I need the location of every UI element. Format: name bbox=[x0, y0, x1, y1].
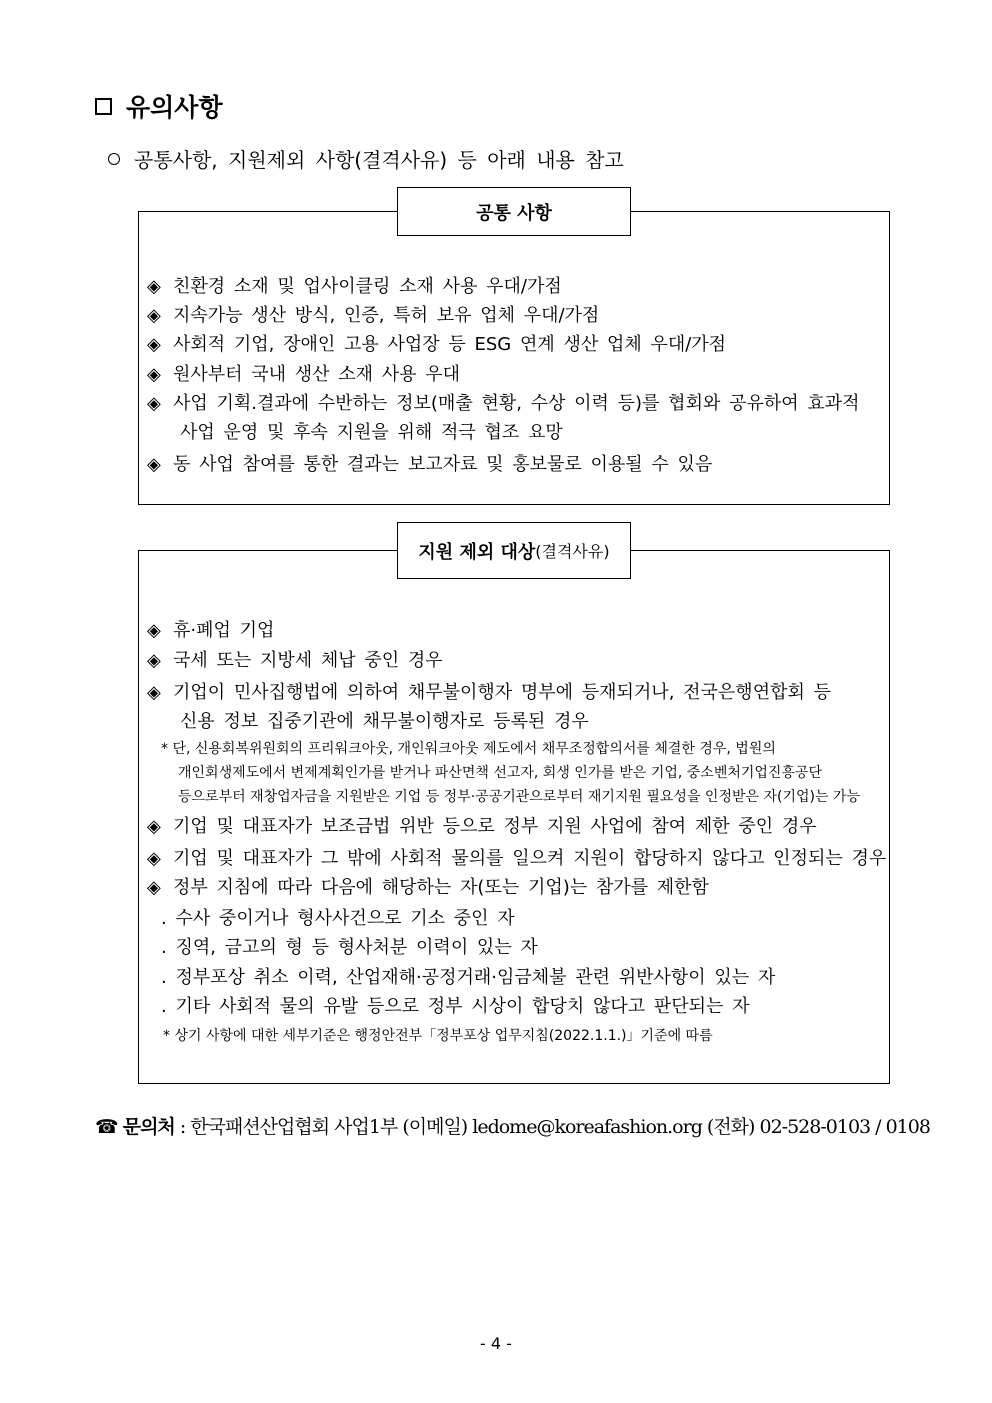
exclusion-sub-item: . 정부포상 취소 이력, 산업재해·공정거래·임금체불 관련 위반사항이 있는 자 bbox=[161, 967, 776, 988]
page-number: - 4 - bbox=[480, 1334, 512, 1353]
exclusion-note-line: 등으로부터 재창업자금을 지원받은 기업 등 정부·공공기관으로부터 재기지원 필요성을 인정받은 자(기업)는 가능 bbox=[178, 789, 860, 805]
common-tab-label: 공통 사항 bbox=[476, 202, 552, 224]
common-item: ◈ 사업 기획.결과에 수반하는 정보(매출 현황, 수상 이력 등)를 협회와 공유하여 효과적 bbox=[147, 393, 860, 414]
exclusion-note-line: 개인회생제도에서 변제계획인가를 받거나 파산면책 선고자, 회생 인가를 받은 기업, 중소벤처기업진흥공단 bbox=[178, 765, 823, 781]
exclusion-note-line: * 단, 신용회복위원회의 프리워크아웃, 개인워크아웃 제도에서 채무조정합의서를 체결한 경우, 법원의 bbox=[161, 741, 776, 757]
exclusion-sub-item: . 수사 중이거나 형사사건으로 기소 중인 자 bbox=[161, 908, 515, 929]
exclusion-sub-item: . 기타 사회적 물의 유발 등으로 정부 시상이 합당치 않다고 판단되는 자 bbox=[161, 996, 750, 1017]
diamond-bullet-icon: ◈ bbox=[147, 305, 161, 326]
exclusion-box-tab bbox=[397, 522, 631, 579]
common-item: ◈ 사회적 기업, 장애인 고용 사업장 등 ESG 연계 생산 업체 우대/가점 bbox=[147, 334, 727, 355]
common-item: ◈ 원사부터 국내 생산 소재 사용 우대 bbox=[147, 364, 461, 385]
diamond-bullet-icon: ◈ bbox=[147, 393, 161, 414]
contact-line bbox=[95, 1112, 930, 1139]
diamond-bullet-icon: ◈ bbox=[147, 682, 161, 703]
intro-line bbox=[108, 144, 624, 173]
common-box-tab bbox=[397, 187, 631, 236]
contact-text: : 한국패션산업협회 사업1부 (이메일) ledome@koreafashion.org (전화) 02-528-0103 / 0108 bbox=[179, 1116, 930, 1138]
phone-icon: ☎ bbox=[95, 1116, 118, 1138]
exclusion-tab-label: 지원 제외 대상 bbox=[418, 541, 536, 563]
diamond-bullet-icon: ◈ bbox=[147, 877, 161, 898]
exclusion-item: ◈ 기업 및 대표자가 보조금법 위반 등으로 정부 지원 사업에 참여 제한 중인 경우 bbox=[147, 816, 817, 837]
exclusion-sub-item: . 징역, 금고의 형 등 형사처분 이력이 있는 자 bbox=[161, 937, 538, 958]
exclusion-item: ◈ 휴·폐업 기업 bbox=[147, 620, 275, 641]
common-item: ◈ 동 사업 참여를 통한 결과는 보고자료 및 홍보물로 이용될 수 있음 bbox=[147, 454, 713, 475]
exclusion-item-continuation: 신용 정보 집중기관에 채무불이행자로 등록된 경우 bbox=[180, 711, 589, 732]
diamond-bullet-icon: ◈ bbox=[147, 650, 161, 671]
section-heading-title: 유의사항 bbox=[126, 93, 223, 122]
exclusion-item: ◈ 정부 지침에 따라 다음에 해당하는 자(또는 기업)는 참가를 제한함 bbox=[147, 877, 709, 898]
common-item: ◈ 친환경 소재 및 업사이클링 소재 사용 우대/가점 bbox=[147, 276, 562, 297]
diamond-bullet-icon: ◈ bbox=[147, 816, 161, 837]
exclusion-item: ◈ 국세 또는 지방세 체납 중인 경우 bbox=[147, 650, 443, 671]
contact-label: 문의처 bbox=[122, 1116, 175, 1138]
section-heading bbox=[95, 88, 223, 124]
diamond-bullet-icon: ◈ bbox=[147, 620, 161, 641]
circle-bullet-icon bbox=[108, 153, 120, 165]
diamond-bullet-icon: ◈ bbox=[147, 276, 161, 297]
exclusion-item: ◈ 기업이 민사집행법에 의하여 채무불이행자 명부에 등재되거나, 전국은행연합회 등 bbox=[147, 682, 831, 703]
diamond-bullet-icon: ◈ bbox=[147, 334, 161, 355]
exclusion-tab-sublabel: (결격사유) bbox=[535, 542, 610, 561]
diamond-bullet-icon: ◈ bbox=[147, 364, 161, 385]
intro-text: 공통사항, 지원제외 사항(결격사유) 등 아래 내용 참고 bbox=[134, 148, 624, 172]
diamond-bullet-icon: ◈ bbox=[147, 454, 161, 475]
common-item-continuation: 사업 운영 및 후속 지원을 위해 적극 협조 요망 bbox=[180, 422, 563, 443]
exclusion-item: ◈ 기업 및 대표자가 그 밖에 사회적 물의를 일으켜 지원이 합당하지 않다고 인정되는 경우 bbox=[147, 848, 887, 869]
checkbox-square-icon bbox=[95, 98, 112, 115]
exclusion-footnote: * 상기 사항에 대한 세부기준은 행정안전부「정부포상 업무지침(2022.1.1.)」기준에 따름 bbox=[163, 1028, 713, 1044]
common-item: ◈ 지속가능 생산 방식, 인증, 특허 보유 업체 우대/가점 bbox=[147, 305, 600, 326]
diamond-bullet-icon: ◈ bbox=[147, 848, 161, 869]
